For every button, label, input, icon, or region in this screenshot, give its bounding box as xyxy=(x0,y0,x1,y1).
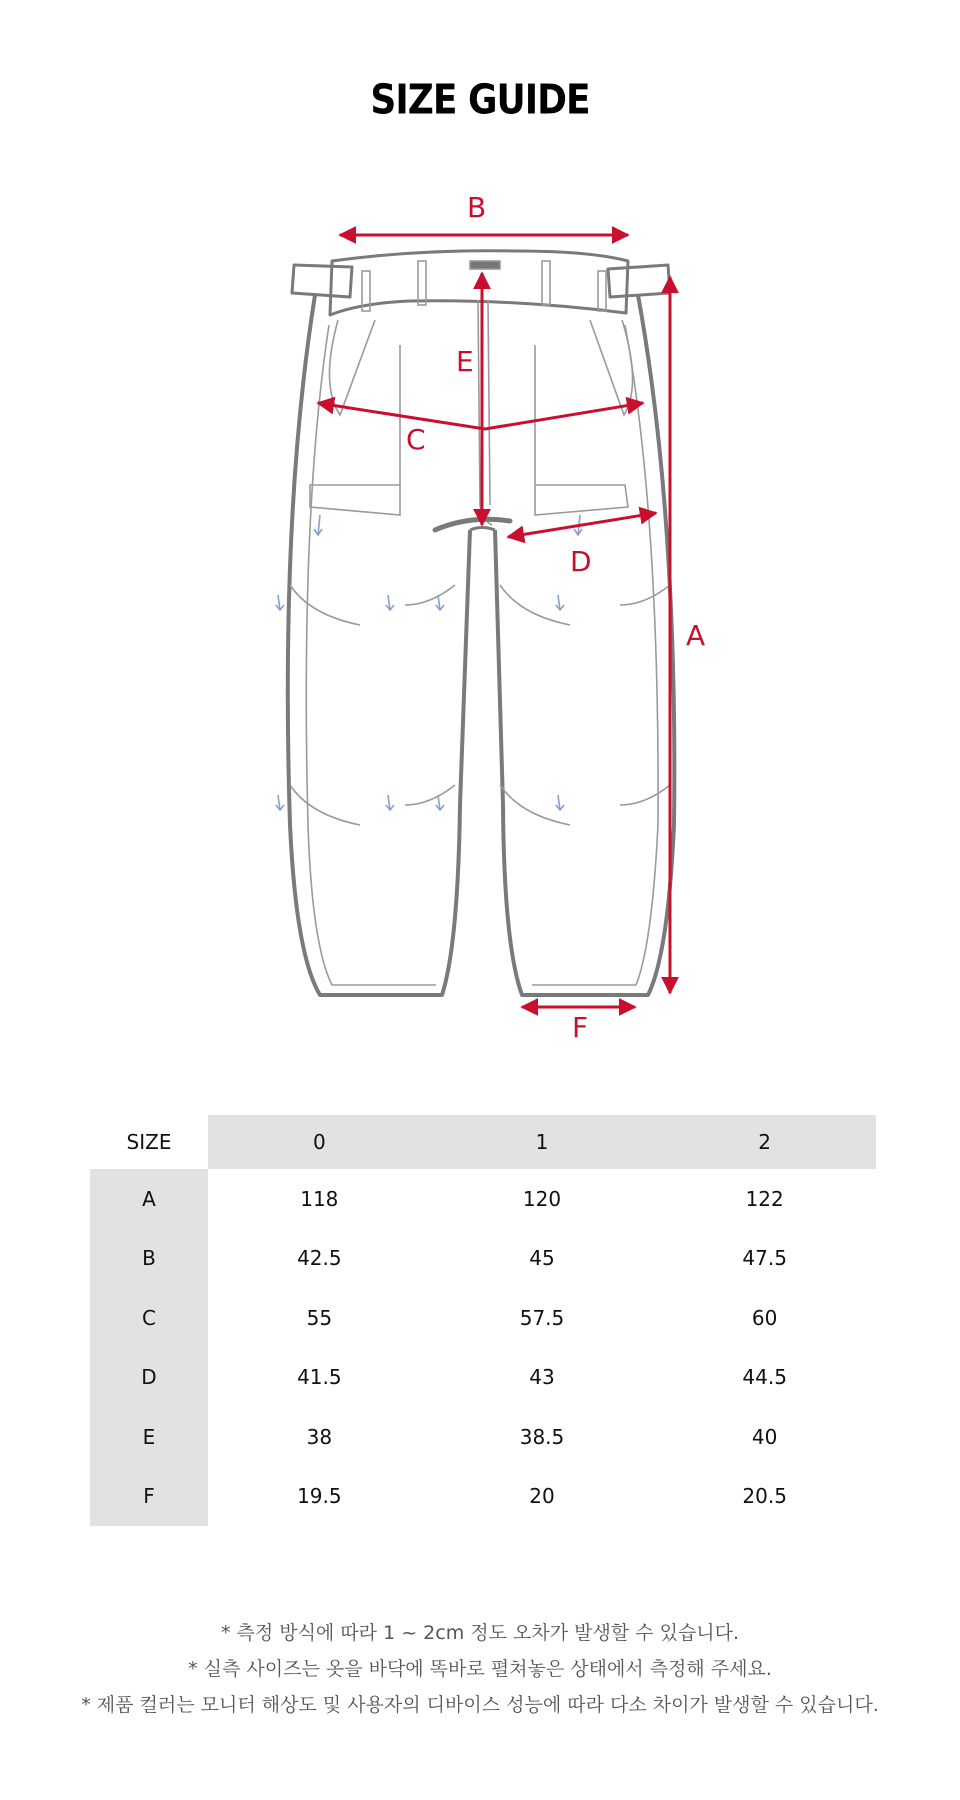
label-d: D xyxy=(570,545,592,578)
label-c: C xyxy=(406,423,426,456)
cell-value: 20.5 xyxy=(742,1484,787,1509)
table-row xyxy=(90,1169,876,1229)
label-b: B xyxy=(467,191,487,224)
header-size-1: 1 xyxy=(431,1115,654,1169)
cell-value: 20 xyxy=(529,1484,555,1509)
cell-value: 38 xyxy=(306,1424,333,1449)
size-table xyxy=(90,1115,876,1526)
cell-value: 47.5 xyxy=(742,1246,787,1271)
row-label: F xyxy=(90,1467,208,1527)
header-size-2: 2 xyxy=(653,1115,876,1169)
cell-value: 44.5 xyxy=(742,1365,787,1390)
table-row xyxy=(90,1467,876,1527)
arrow-d xyxy=(508,513,656,537)
cell-value: 45 xyxy=(529,1246,555,1271)
cell-value: 43 xyxy=(529,1365,555,1390)
table-header-row xyxy=(90,1115,876,1169)
row-label: B xyxy=(90,1229,208,1289)
header-size-0: 0 xyxy=(208,1115,431,1169)
pants-details xyxy=(290,261,670,985)
cell-value: 118 xyxy=(300,1186,339,1211)
cell-value: 57.5 xyxy=(519,1305,565,1330)
note-line: * 측정 방식에 따라 1 ~ 2cm 정도 오차가 발생할 수 있습니다. xyxy=(220,1622,740,1644)
note-line: * 제품 컬러는 모니터 해상도 및 사용자의 디바이스 성능에 따라 다소 차이가 발생할 수 있습니다. xyxy=(81,1694,879,1716)
measurement-arrows xyxy=(318,235,670,1007)
cell-value: 42.5 xyxy=(297,1246,342,1271)
row-label: E xyxy=(90,1407,208,1467)
cell-value: 38.5 xyxy=(519,1424,565,1449)
row-label: A xyxy=(90,1169,208,1229)
cell-value: 19.5 xyxy=(297,1484,342,1509)
row-label: C xyxy=(90,1288,208,1348)
label-a: A xyxy=(686,619,706,652)
table-row xyxy=(90,1229,876,1289)
row-label: D xyxy=(90,1348,208,1408)
table-row xyxy=(90,1348,876,1408)
label-f: F xyxy=(572,1011,589,1044)
stitch-marks xyxy=(276,515,582,810)
measurement-notes xyxy=(0,1615,960,1723)
note-line: * 실측 사이즈는 옷을 바닥에 똑바로 펼쳐놓은 상태에서 측정해 주세요. xyxy=(188,1658,772,1680)
table-row xyxy=(90,1407,876,1467)
cell-value: 60 xyxy=(751,1305,778,1330)
cell-value: 55 xyxy=(306,1305,333,1330)
cell-value: 120 xyxy=(522,1186,562,1211)
cell-value: 40 xyxy=(751,1424,778,1449)
header-size: SIZE xyxy=(90,1115,208,1169)
table-row xyxy=(90,1288,876,1348)
page-title: SIZE GUIDE xyxy=(370,76,590,125)
pants-measurement-diagram xyxy=(260,185,720,1065)
label-e: E xyxy=(456,345,474,378)
cell-value: 122 xyxy=(745,1186,784,1211)
cell-value: 41.5 xyxy=(297,1365,342,1390)
